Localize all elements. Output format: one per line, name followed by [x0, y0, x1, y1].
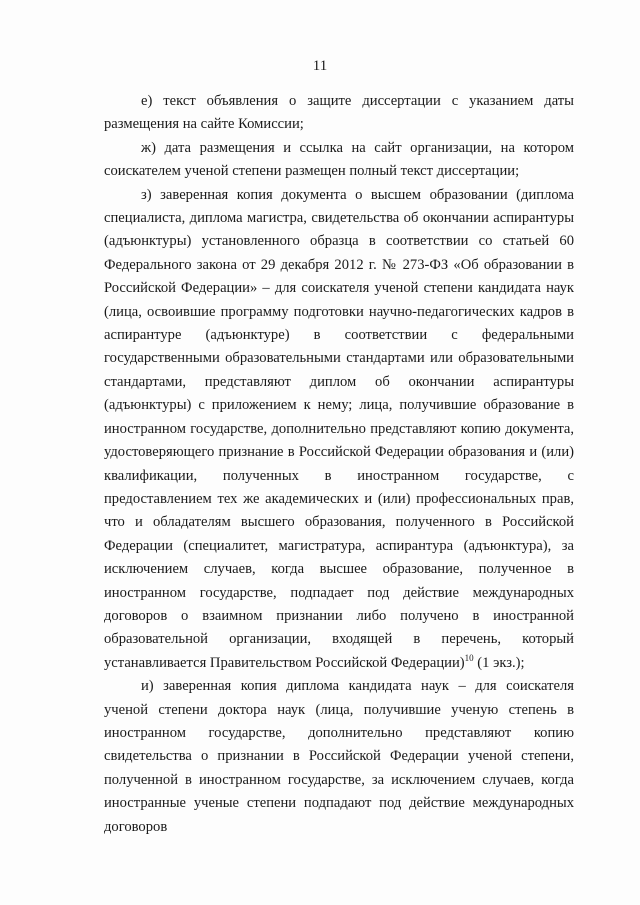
paragraph-z [104, 184, 574, 676]
paragraph-i: и) заверенная копия диплома кандидата наук – для соискателя ученой степени доктора наук (лица, получившие ученую степень в иностранном государстве, дополнительно представляют копию свидетельства о признании в Российской Федерации ученой степени, полученной в иностранном государстве, за исключением случаев, когда иностранные ученые степени подпадают под действие международных договоров [104, 678, 574, 835]
page-number: 11 [312, 58, 328, 74]
document-body [104, 90, 574, 839]
footnote-marker[interactable]: 10 [464, 652, 474, 663]
paragraph-z-tail: (1 экз.); [473, 654, 525, 671]
paragraph-z-text: з) заверенная копия документа о высшем образовании (диплома специалиста, диплома магистра, свидетельства об окончании аспирантуры (адъюнктуры) установленного образца в соответствии со статьей 60 Федерального закона от 29 декабря 2012 г. № 273-ФЗ «Об образовании в Российской Федерации» – для соискателя ученой степени кандидата наук (лица, освоившие программу подготовки научно-педагогических кадров в аспирантуре (адъюнктуре) в соответствии с федеральными государственными образовательными стандартами или образовательными стандартами, представляют диплом об окончании аспирантуры (адъюнктуры) с приложением к нему; лица, получившие образование в иностранном государстве, дополнительно представляют копию документа, удостоверяющего признание в Российской Федерации образования и (или) квалификации, полученных в иностранном государстве, с предоставлением тех же академических и (или) профессиональных прав, что и обладателям высшего образования, полученного в Российской Федерации (специалитет, магистратура, аспирантура (адъюнктура), за исключением случаев, когда высшее образование, полученное в иностранном государстве, подпадает под действие международных договоров о взаимном признании либо получено в иностранной образовательной организации, входящей в перечень, который устанавливается Правительством Российской Федерации) [104, 186, 574, 671]
paragraph-e: е) текст объявления о защите диссертации с указанием даты размещения на сайте Комиссии; [104, 93, 574, 133]
paragraph-zh: ж) дата размещения и ссылка на сайт организации, на котором соискателем ученой степени размещен полный текст диссертации; [104, 139, 574, 180]
